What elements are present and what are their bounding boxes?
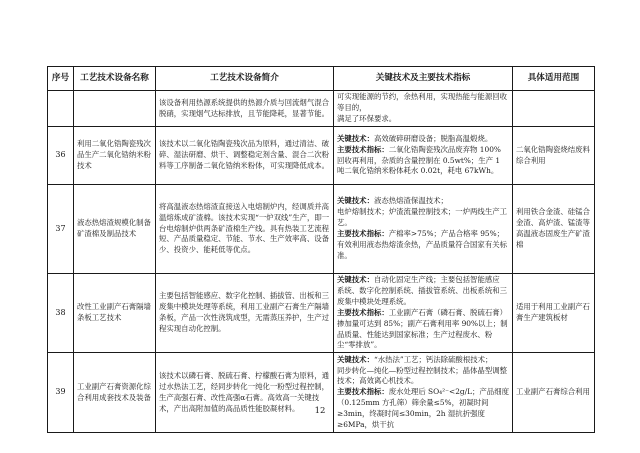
row-description: 将高温液态热熔渣直接送入电熔制炉内，经调质并高温熔炼成矿渣棉。该技术实现“一炉双线”生产，即一台电熔制炉供两条矿渣棉生产线。具有热装工艺流程短、产品质量稳定、节能、节水、生产效率高、设备少、投资少、能耗低等优点。 xyxy=(156,185,334,274)
row-name: 改性工业副产石膏隔墙条板工艺技术 xyxy=(74,274,156,353)
tech-line xyxy=(337,134,509,145)
tech-text: 废水处理后 SO₄²⁻<2g/L；产品细度（0.125mm 方孔筛）筛余量≤5%，初凝时间≥3min，终凝时间≤30min，2h 湿抗折强度≥6MPa，烘干抗 xyxy=(337,387,509,430)
table-header-row xyxy=(48,67,595,91)
tech-text: 可实现能源的节约，余热利用，实现热能与能源回收等目的， xyxy=(337,92,507,113)
tech-keyword: 主要技术指标： xyxy=(337,307,389,317)
tech-text: “水热法”工艺；钙法除硫酸根技术； xyxy=(373,354,493,364)
table-row xyxy=(48,185,595,274)
tech-text: 液态热熔渣保温技术； xyxy=(373,196,448,206)
row-index: 38 xyxy=(48,274,74,353)
row-description: 该设备利用热源系统提供的热源介质与回流烟气混合脱硝，实现烟气达标排放，且节能降耗，显著节能。 xyxy=(156,91,334,127)
tech-line xyxy=(337,275,509,286)
row-scope xyxy=(513,91,595,127)
tech-keyword: 主要技术指标： xyxy=(337,387,389,397)
row-scope: 利用铁合金渣、硅锰合金渣、高炉渣、锰渣等高温液态固废生产矿渣棉 xyxy=(513,185,595,274)
row-key-technology xyxy=(334,185,513,274)
tech-keyword: 关键技术： xyxy=(337,133,374,143)
tech-text: 二氧化锆陶瓷残次品废弃物 100% xyxy=(388,144,501,154)
tech-keyword: 关键技术： xyxy=(337,196,374,206)
row-index: 37 xyxy=(48,185,74,274)
tech-text: 工业副产石膏（磷石膏、脱硫石膏）掺加量可达到 85%；副产石膏利用率 90%以上；制品质量、性能达到国家标准；生产过程废水、粉尘“零排放”。 xyxy=(337,307,508,350)
tech-text: 回收再利用，杂质的含量控制在 0.5wt%；生产 1 xyxy=(337,155,501,165)
tech-line xyxy=(337,240,509,262)
tech-keyword: 主要技术指标： xyxy=(337,144,389,154)
header-key-technology: 关键技术及主要技术指标 xyxy=(334,67,513,91)
row-index: 39 xyxy=(48,353,74,433)
technology-table xyxy=(47,66,595,433)
page-number: 12 xyxy=(314,406,326,416)
row-scope: 二氧化锆陶瓷烧结废料综合利用 xyxy=(513,127,595,185)
table-row xyxy=(48,274,595,353)
row-scope: 工业副产石膏综合利用 xyxy=(513,353,595,433)
tech-line xyxy=(337,166,509,177)
row-name: 液态热熔渣规模化制备矿渣棉及制品技术 xyxy=(74,185,156,274)
row-index xyxy=(48,91,74,127)
row-key-technology xyxy=(334,353,513,433)
table-body xyxy=(48,91,595,433)
tech-line xyxy=(337,229,509,240)
header-scope: 具体适用范围 xyxy=(513,67,595,91)
tech-text: 产棉率>75%；产品合格率 95%； xyxy=(388,229,505,238)
tech-text: 同步转化—纯化—粉型过程控制技术；晶体晶型调整技术；高效离心机技术。 xyxy=(337,365,507,386)
row-key-technology xyxy=(334,127,513,185)
tech-text: 电炉熔制技术；炉渣流量控制技术；一炉两线生产工艺。 xyxy=(337,207,507,228)
header-index: 序号 xyxy=(48,67,74,91)
tech-text: 吨二氧化锆纳米粉体耗水 0.02t，耗电 67kWh。 xyxy=(337,166,499,176)
tech-line xyxy=(337,196,509,207)
tech-line xyxy=(337,114,509,125)
tech-keyword: 主要技术指标： xyxy=(337,229,389,238)
tech-line xyxy=(337,308,509,352)
tech-line xyxy=(337,156,509,167)
tech-line xyxy=(337,286,509,308)
row-name: 工业副产石膏资源化综合利用成套技术及装备 xyxy=(74,353,156,433)
table-row xyxy=(48,127,595,185)
table-row xyxy=(48,353,595,433)
row-name xyxy=(74,91,156,127)
row-description: 该技术以二氧化锆陶瓷残次品为原料，通过清洁、破碎、湿法研磨、烘干、调整稳定剂含量、混合二次粉料等工序制备二氧化锆纳米粉体，可实现降低成本。 xyxy=(156,127,334,185)
tech-text: 自动化固定生产线；主要包括智能感应 xyxy=(373,275,500,284)
row-key-technology xyxy=(334,274,513,353)
tech-line xyxy=(337,92,509,114)
row-description: 主要包括智能感应、数字化控制、插拔管、出板和三废集中模块处理等系统，利用工业副产石膏生产隔墙条板，产品一次性浇筑成型，无需蒸压养护，生产过程实现自动化控制。 xyxy=(156,274,334,353)
row-key-technology xyxy=(334,91,513,127)
header-description: 工艺技术设备简介 xyxy=(156,67,334,91)
header-name: 工艺技术设备名称 xyxy=(74,67,156,91)
row-description: 该技术以磷石膏、脱硫石膏、柠檬酸石膏为原料，通过水热法工艺，经同步转化一纯化一粉型过程控制，生产高强石膏、改性高强α石膏。高效高一关键技术，产出高附加值的高品质性能胶凝材料。 xyxy=(156,353,334,433)
tech-line xyxy=(337,207,509,229)
tech-line xyxy=(337,355,509,366)
tech-text: 系统、数字化控制系统、插拔管系统、出板系统和三废集中模块处理系统。 xyxy=(337,285,507,306)
tech-keyword: 关键技术： xyxy=(337,354,374,364)
row-scope: 适用于利用工业副产石膏生产建筑板材 xyxy=(513,274,595,353)
tech-text: 有效利用液态热熔渣余热，产品质量符合国家有关标准。 xyxy=(337,239,507,260)
row-index: 36 xyxy=(48,127,74,185)
tech-text: 高效破碎研磨设备；脱脂高温煅烧。 xyxy=(373,133,493,143)
table-row xyxy=(48,91,595,127)
tech-line xyxy=(337,145,509,156)
tech-line xyxy=(337,366,509,388)
row-name: 利用二氧化锆陶瓷残次品生产二氧化锆纳米粉技术 xyxy=(74,127,156,185)
tech-keyword: 关键技术： xyxy=(337,275,374,284)
tech-text: 满足了环保要求。 xyxy=(337,113,397,123)
